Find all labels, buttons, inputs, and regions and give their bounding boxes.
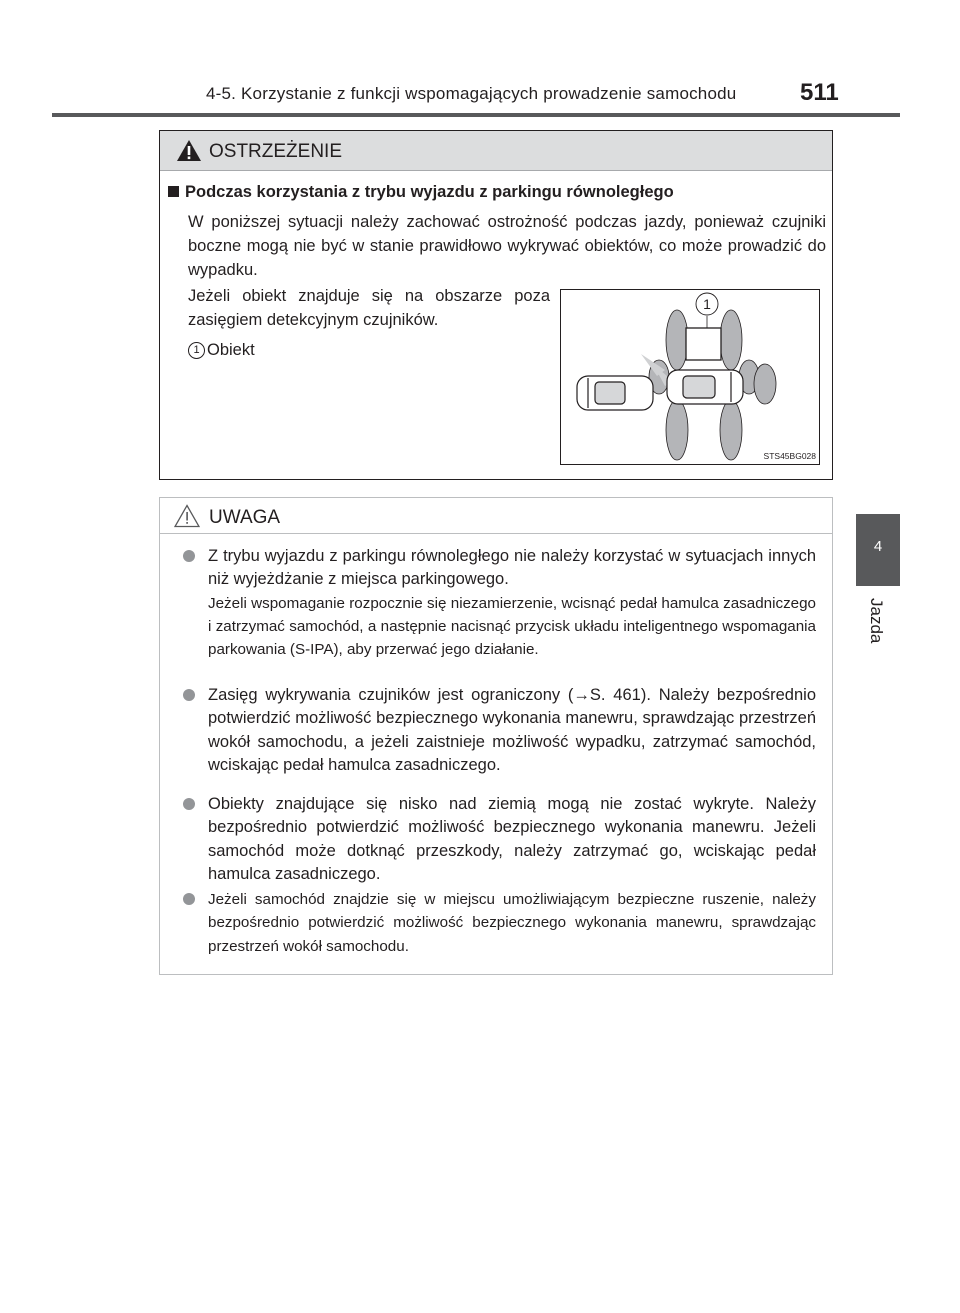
notice-bullet (182, 793, 816, 886)
bullet-text: Obiekty znajdujące się nisko nad ziemią mogą nie zostać wykryte. Należy bezpośrednio potwierdzić możliwość bezpiecznego wykonania manewru. Jeżeli samochód może dotknąć przeszkody, należy zatrzymać go, wciskając pedał hamulca zasadniczego. (208, 795, 816, 883)
header-title: 4-5. Korzystanie z funkcji wspomagających prowadzenie samochodu (206, 84, 737, 103)
warning-paragraph: W poniższej sytuacji należy zachować ostrożność podczas jazdy, ponieważ czujniki boczne mogą nie być w stanie prawidłowo wykrywać obiektów, co może prowadzić do wypadku. (188, 213, 826, 279)
notice-bullet (182, 545, 816, 661)
sensor-zone (666, 400, 688, 460)
parking-diagram (561, 290, 819, 464)
bullet-subtext: Jeżeli samochód znajdzie się w miejscu umożliwiającym bezpieczne ruszenie, należy bezpośrednio potwierdzić możliwość bezpiecznego wykonania manewru, sprawdzając przestrzeń wokół samochodu. (208, 891, 816, 955)
sensor-zone (720, 400, 742, 460)
callout-number-icon: 1 (188, 342, 205, 359)
bullet-dot-icon (183, 689, 195, 701)
callout-label: Obiekt (207, 341, 255, 359)
warning-triangle-icon (176, 139, 202, 162)
callout-number-text: 1 (703, 296, 711, 312)
sensor-zone (666, 310, 688, 370)
bullet-text: Zasięg wykrywania czujników jest ograniczony (→S. 461). Należy bezpośrednio potwierdzić możliwość bezpiecznego wykonania manewru, sprawdzając przestrzeń wokół samochodu, a jeżeli zaistnieje możliwość wypadku, zatrzymać samochód, wciskając pedał hamulca zasadniczego. (208, 686, 816, 774)
notice-title: UWAGA (209, 507, 281, 528)
bullet-dot-icon (183, 798, 195, 810)
warning-subheading-text: Podczas korzystania z trybu wyjazdu z parkingu równoległego (185, 183, 674, 201)
parked-car (577, 376, 653, 410)
own-car (667, 370, 743, 404)
notice-header (160, 498, 832, 534)
sensor-zone (754, 364, 776, 404)
notice-box (159, 497, 833, 975)
chapter-tab[interactable] (856, 514, 900, 586)
warning-subheading (168, 183, 674, 202)
figure-code: STS45BG028 (763, 451, 816, 461)
sensor-zone (720, 310, 742, 370)
bullet-text: Z trybu wyjazdu z parkingu równoległego nie należy korzystać w sytuacjach innych niż wyjeżdżanie z miejsca parkingowego. (208, 547, 816, 589)
warning-title: OSTRZEŻENIE (209, 141, 343, 162)
bullet-subtext: Jeżeli wspomaganie rozpocznie się niezamierzenie, wcisnąć pedał hamulca zasadniczego i zatrzymać samochód, a następnie nacisnąć przycisk układu inteligentnego wspomagania parkowania (S-IPA), aby przerwać jego działanie. (208, 594, 816, 659)
bullet-dot-icon (183, 893, 195, 905)
bullet-dot-icon (183, 550, 195, 562)
notice-bullet (182, 888, 816, 958)
warning-header (160, 131, 832, 171)
object-box (686, 328, 721, 360)
header-rule (52, 113, 900, 117)
square-bullet-icon (168, 186, 179, 197)
warning-paragraph-2: Jeżeli obiekt znajduje się na obszarze poza zasięgiem detekcyjnym czujników. (188, 287, 550, 329)
parking-illustration (560, 289, 820, 465)
warning-box (159, 130, 833, 480)
chapter-label: Jazda (867, 598, 886, 644)
callout-legend (188, 338, 255, 362)
page-number: 511 (800, 79, 839, 106)
caution-triangle-icon (174, 504, 200, 528)
notice-bullet (182, 684, 816, 777)
chapter-number: 4 (873, 538, 883, 555)
